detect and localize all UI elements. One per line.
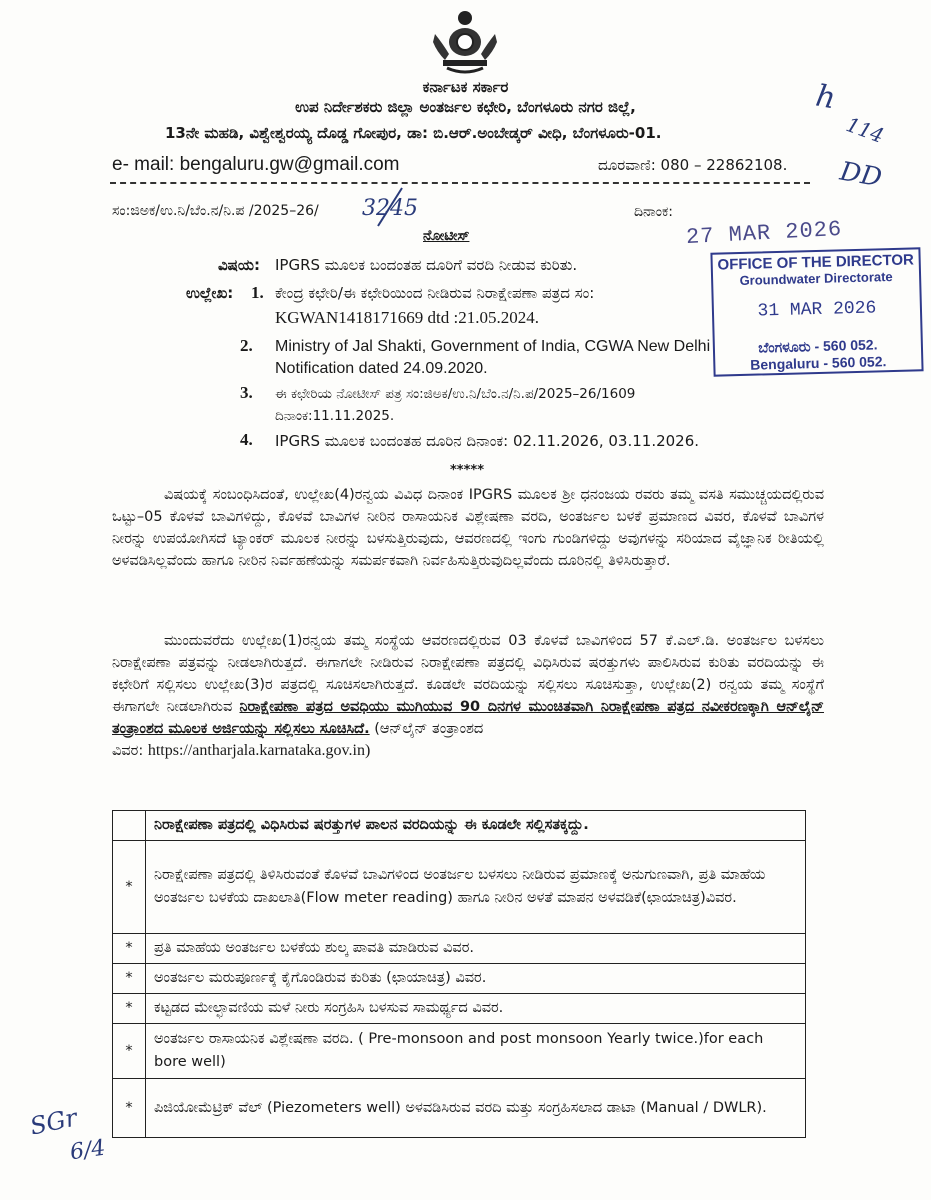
table-row <box>113 841 806 934</box>
handwritten-mark: 6/4 <box>68 1135 107 1166</box>
conditions-table <box>112 810 806 1138</box>
stamp-line1: OFFICE OF THE DIRECTOR <box>717 251 915 274</box>
table-row <box>113 994 806 1024</box>
karnataka-emblem-icon <box>425 4 505 76</box>
org-name: ಕರ್ನಾಟಕ ಸರ್ಕಾರ <box>422 78 509 96</box>
references-label: ಉಲ್ಲೇಖ: <box>186 284 234 302</box>
table-marker: * <box>113 841 146 934</box>
paragraph-2-emphasis: ನಿರಾಕ್ಷೇಪಣಾ ಪತ್ರದ ಅವಧಿಯು ಮುಗಿಯುವ 90 ದಿನಗಳ ಮುಂಚಿತವಾಗಿ ನಿರಾಕ್ಷೇಪಣಾ ಪತ್ರದ ನವೀಕರಣಕ್ಕಾಗಿ ಆನ್‌ಲೈನ್ ತಂತ್ರಾಂಶದ ಮೂಲಕ ಅರ್ಜಿಯನ್ನು ಸಲ್ಲಿಸಲು ಸೂಚಿಸಿದೆ. <box>112 699 824 737</box>
paragraph-2 <box>112 630 824 762</box>
divider <box>110 182 810 184</box>
portal-label: ವಿವರ: <box>112 743 144 759</box>
stamp-line4: Bengaluru - 560 052. <box>750 353 887 373</box>
paragraph-2-tail: (ಆನ್‌ಲೈನ್ ತಂತ್ರಾಂಶದ <box>369 721 484 737</box>
received-stamp <box>710 247 923 376</box>
table-cell: ಅಂತರ್ಜಲ ಮರುಪೂರ್ಣಕ್ಕೆ ಕೈಗೊಂಡಿರುವ ಕುರಿತು (ಛಾಯಾಚಿತ್ರ) ವಿವರ. <box>146 964 806 994</box>
stamp-line2: Groundwater Directorate <box>739 269 893 289</box>
stamp-date: 31 MAR 2026 <box>757 298 877 322</box>
paragraph-2-text: ಮುಂದುವರೆದು ಉಲ್ಲೇಖ(1)ರನ್ವಯ ತಮ್ಮ ಸಂಸ್ಥೆಯ ಆವರಣದಲ್ಲಿರುವ 03 ಕೊಳವೆ ಬಾವಿಗಳಿಂದ 57 ಕೆ.ಎಲ್.ಡಿ. ಅಂತರ್ಜಲ ಬಳಸಲು ನಿರಾಕ್ಷೇಪಣಾ ಪತ್ರವನ್ನು ನೀಡಲಾಗಿರುತ್ತದೆ. ಈಗಾಗಲೇ ನೀಡಿರುವ ನಿರಾಕ್ಷೇಪಣಾ ಪತ್ರದಲ್ಲಿ ವಿಧಿಸಿರುವ ಷರತ್ತುಗಳು ಪಾಲಿಸಿರುವ ಕುರಿತು ವರದಿಯನ್ನು ಈ ಕಛೇರಿಗೆ ಸಲ್ಲಿಸಲು ಉಲ್ಲೇಖ(3)ರ ಪತ್ರದಲ್ಲಿ ಸೂಚಿಸಲಾಗಿರುತ್ತದೆ. ಕೂಡಲೇ ವರದಿಯನ್ನು ಸಲ್ಲಿಸಲು ಸೂಚಿಸುತ್ತಾ, ಉಲ್ಲೇಖ(2) ರನ್ವಯ ತಮ್ಮ ಸಂಸ್ಥೆಗೆ ಈಗಾಗಲೇ ನೀಡಲಾಗಿರುವ <box>112 633 824 715</box>
table-header-row <box>113 811 806 841</box>
table-cell: ಅಂತರ್ಜಲ ರಾಸಾಯನಿಕ ವಿಶ್ಲೇಷಣಾ ವರದಿ. ( Pre-monsoon and post monsoon Yearly twice.)for each bore well) <box>146 1024 806 1079</box>
table-cell: ನಿರಾಕ್ಷೇಪಣಾ ಪತ್ರದಲ್ಲಿ ತಿಳಿಸಿರುವಂತೆ ಕೊಳವೆ ಬಾವಿಗಳಿಂದ ಅಂತರ್ಜಲ ಬಳಸಲು ನೀಡಿರುವ ಪ್ರಮಾಣಕ್ಕೆ ಅನುಗುಣವಾಗಿ, ಪ್ರತಿ ಮಾಹೆಯ ಅಂತರ್ಜಲ ಬಳಕೆಯ ದಾಖಲಾತಿ(Flow meter reading) ಹಾಗೂ ನೀರಿನ ಅಳತೆ ಮಾಪನ ಅಳವಡಿಕೆ(ಛಾಯಾಚಿತ್ರ)ವಿವರ. <box>146 841 806 934</box>
handwritten-mark: DD <box>837 156 884 194</box>
reference-num: 3. <box>240 383 253 402</box>
separator: ***** <box>450 463 484 478</box>
reference-3-line2: ದಿನಾಂಕ:11.11.2025. <box>275 408 395 424</box>
portal-link[interactable]: https://antharjala.karnataka.gov.in) <box>147 742 371 759</box>
reference-2-line1: Ministry of Jal Shakti, Government of India, CGWA New Delhi <box>275 338 711 355</box>
email: e- mail: bengaluru.gw@gmail.com <box>112 154 400 175</box>
reference-num: 1. <box>251 283 264 302</box>
table-row <box>113 1079 806 1138</box>
table-row <box>113 934 806 964</box>
table-marker: * <box>113 1079 146 1138</box>
reference-number-handwritten: 3245 <box>362 196 418 221</box>
handwritten-slash-icon <box>372 186 406 228</box>
paragraph-1: ವಿಷಯಕ್ಕೆ ಸಂಬಂಧಿಸಿದಂತೆ, ಉಲ್ಲೇಖ(4)ರನ್ವಯ ವಿವಿಧ ದಿನಾಂಕ IPGRS ಮೂಲಕ ಶ್ರೀ ಧನಂಜಯ ರವರು ತಮ್ಮ ವಸತಿ ಸಮುಚ್ಚಯದಲ್ಲಿರುವ ಒಟ್ಟು–05 ಕೊಳವೆ ಬಾವಿಗಳಿದ್ದು, ಕೊಳವೆ ಬಾವಿಗಳ ನೀರಿನ ರಾಸಾಯನಿಕ ವಿಶ್ಲೇಷಣಾ ವರದಿ, ಅಂತರ್ಜಲ ಬಳಕೆ ಪ್ರಮಾಣದ ವಿವರ, ಕೊಳವೆ ಬಾವಿಗಳ ನೀರನ್ನು ಉಪಯೋಗಿಸದೆ ಟ್ಯಾಂಕರ್ ಮೂಲಕ ನೀರನ್ನು ಬಳಸುತ್ತಿರುವುದು, ಆವರಣದಲ್ಲಿ ಇಂಗು ಗುಂಡಿಗಳಿದ್ದು ಅವುಗಳನ್ನು ಸರಿಯಾದ ವೈಜ್ಞಾನಿಕ ರೀತಿಯಲ್ಲಿ ಅಳವಡಿಸಿಲ್ಲವೆಂದು ಹಾಗೂ ನೀರಿನ ನಿರ್ವಹಣೆಯನ್ನು ಸಮರ್ಪಕವಾಗಿ ನಿರ್ವಹಿಸುತ್ತಿರುವುದಿಲ್ಲವೆಂದು ದೂರಿನಲ್ಲಿ ತಿಳಿಸಿರುತ್ತಾರೆ. <box>112 487 824 569</box>
reference-num: 2. <box>240 336 253 355</box>
notice-title: ನೋಟೀಸ್ <box>423 228 470 244</box>
stamp-line3: ಬೆಂಗಳೂರು - 560 052. <box>758 336 878 356</box>
table-header: ನಿರಾಕ್ಷೇಪಣಾ ಪತ್ರದಲ್ಲಿ ವಿಧಿಸಿರುವ ಷರತ್ತುಗಳ ಪಾಲನ ವರದಿಯನ್ನು ಈ ಕೂಡಲೇ ಸಲ್ಲಿಸತಕ್ಕದ್ದು. <box>146 811 806 841</box>
subject-text: IPGRS ಮೂಲಕ ಬಂದಂತಹ ದೂರಿಗೆ ವರದಿ ನೀಡುವ ಕುರಿತು. <box>275 256 578 274</box>
date-stamp: 27 MAR 2026 <box>685 216 843 251</box>
table-cell <box>113 811 146 841</box>
reference-3-line1: ಈ ಕಛೇರಿಯ ನೋಟೀಸ್ ಪತ್ರ ಸಂ:ಜಿಅಕ/ಉ.ನಿ/ಬೆಂ.ನ/ನಿ.ಪ/2025–26/1609 <box>275 386 636 402</box>
table-marker: * <box>113 994 146 1024</box>
table-marker: * <box>113 1024 146 1079</box>
table-marker: * <box>113 964 146 994</box>
table-cell: ಪ್ರತಿ ಮಾಹೆಯ ಅಂತರ್ಜಲ ಬಳಕೆಯ ಶುಲ್ಕ ಪಾವತಿ ಮಾಡಿರುವ ವಿವರ. <box>146 934 806 964</box>
reference-num: 4. <box>240 430 253 449</box>
handwritten-mark: h <box>813 78 839 117</box>
subject-label: ವಿಷಯ: <box>218 256 260 274</box>
table-marker: * <box>113 934 146 964</box>
reference-4-line1: IPGRS ಮೂಲಕ ಬಂದಂತಹ ದೂರಿನ ದಿನಾಂಕ: 02.11.2026, 03.11.2026. <box>275 432 700 450</box>
table-row <box>113 1024 806 1079</box>
date-label: ದಿನಾಂಕ: <box>634 204 673 220</box>
phone: ದೂರವಾಣಿ: 080 – 22862108. <box>598 156 788 174</box>
reference-1-line1: ಕೇಂದ್ರ ಕಛೇರಿ/ಈ ಕಛೇರಿಯಿಂದ ನೀಡಿರುವ ನಿರಾಕ್ಷೇಪಣಾ ಪತ್ರದ ಸಂ: <box>275 284 595 302</box>
office-address: 13ನೇ ಮಹಡಿ, ವಿಶ್ವೇಶ್ವರಯ್ಯ ದೊಡ್ಡ ಗೋಪುರ, ಡಾ: ಬಿ.ಆರ್.ಅಂಬೇಡ್ಕರ್ ವೀಧಿ, ಬೆಂಗಳೂರು-01. <box>165 124 662 142</box>
table-cell: ಪಿಜಿಯೋಮೆಟ್ರಿಕ್ ವೆಲ್ (Piezometers well) ಅಳವಡಿಸಿರುವ ವರದಿ ಮತ್ತು ಸಂಗ್ರಹಿಸಲಾದ ಡಾಟಾ (Manual / DWLR). <box>146 1079 806 1138</box>
handwritten-mark: SGr <box>27 1103 80 1141</box>
table-cell: ಕಟ್ಟಡದ ಮೇಲ್ಛಾವಣಿಯ ಮಳೆ ನೀರು ಸಂಗ್ರಹಿಸಿ ಬಳಸುವ ಸಾಮರ್ಥ್ಯದ ವಿವರ. <box>146 994 806 1024</box>
reference-1-line2: KGWAN1418171669 dtd :21.05.2024. <box>275 308 539 327</box>
reference-number-label: ಸಂ:ಜಿಅಕ/ಉ.ನಿ/ಬೆಂ.ನ/ನಿ.ಪ /2025–26/ <box>112 203 319 219</box>
office-name: ಉಪ ನಿರ್ದೇಶಕರು ಜಿಲ್ಲಾ ಅಂತರ್ಜಲ ಕಛೇರಿ, ಬೆಂಗಳೂರು ನಗರ ಜಿಲ್ಲೆ, <box>295 98 636 116</box>
reference-2-line2: Notification dated 24.09.2020. <box>275 360 488 377</box>
handwritten-mark: 114 <box>843 112 888 148</box>
table-row <box>113 964 806 994</box>
